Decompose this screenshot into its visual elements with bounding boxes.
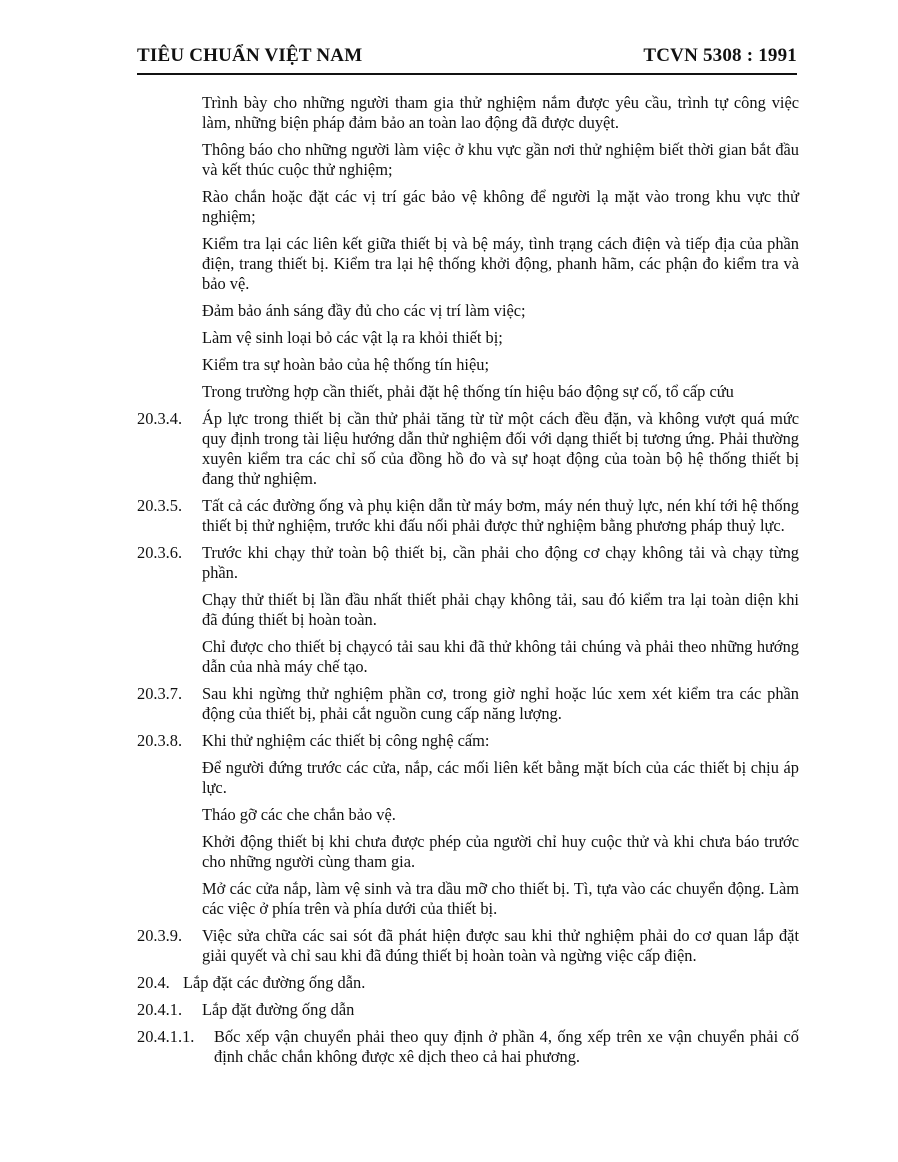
paragraph-text: Đảm bảo ánh sáng đầy đủ cho các vị trí làm việc; [202,301,526,320]
clause-text: Bốc xếp vận chuyển phải theo quy định ở phần 4, ống xếp trên xe vận chuyển phải cố định chắc chắn không được xê dịch theo cả hai phương. [214,1027,799,1066]
paragraph [137,832,799,872]
clause-number: 20.3.9. [137,926,183,945]
paragraph-text: Trình bày cho những người tham gia thử nghiệm nắm được yêu cầu, trình tự công việc làm, những biện pháp đảm bảo an toàn lao động đã được duyệt. [202,93,799,132]
paragraph-text: Trong trường hợp cần thiết, phải đặt hệ thống tín hiệu báo động sự cố, tổ cấp cứu [202,382,734,401]
clause-text: Sau khi ngừng thử nghiệm phần cơ, trong giờ nghỉ hoặc lúc xem xét kiểm tra các phần động của thiết bị, phải cắt nguồn cung cấp năng lượng. [202,684,799,723]
numbered-clause [137,731,799,751]
paragraph-text: Kiểm tra sự hoàn bảo của hệ thống tín hiệu; [202,355,489,374]
paragraph [137,355,799,375]
section-title: Lắp đặt các đường ống dẫn. [183,973,366,992]
numbered-clause [137,684,799,724]
paragraph-text: Tháo gỡ các che chắn bảo vệ. [202,805,396,824]
paragraph [137,328,799,348]
clause-number: 20.3.5. [137,496,183,515]
paragraph-text: Thông báo cho những người làm việc ở khu vực gần nơi thử nghiệm biết thời gian bắt đầu và kết thúc cuộc thử nghiệm; [202,140,799,179]
paragraph-text: Chạy thử thiết bị lần đầu nhất thiết phải chạy không tải, sau đó kiểm tra lại toàn diện khi đã đúng thiết bị hoàn toàn. [202,590,799,629]
clause-number: 20.4.1.1. [137,1027,195,1046]
numbered-clause [137,409,799,489]
paragraph [137,301,799,321]
paragraph [137,187,799,227]
clause-text: Việc sửa chữa các sai sót đã phát hiện được sau khi thử nghiệm phải do cơ quan lắp đặt giải quyết và chỉ sau khi đã đúng thiết bị hoàn toàn và ngừng việc cấp điện. [202,926,799,965]
paragraph [137,758,799,798]
page-header [137,42,797,68]
paragraph-text: Khởi động thiết bị khi chưa được phép của người chỉ huy cuộc thử và khi chưa báo trước cho những người cùng tham gia. [202,832,799,871]
paragraph [137,382,799,402]
numbered-clause [137,1027,799,1067]
clause-number: 20.3.4. [137,409,183,428]
paragraph [137,93,799,133]
subsection-title: Lắp đặt đường ống dẫn [202,1000,355,1019]
numbered-clause [137,496,799,536]
numbered-clause [137,543,799,583]
subsection-number: 20.4.1. [137,1000,183,1019]
paragraph [137,879,799,919]
paragraph-text: Kiểm tra lại các liên kết giữa thiết bị và bệ máy, tình trạng cách điện và tiếp địa của phần điện, trang thiết bị. Kiểm tra lại hệ thống khởi động, phanh hãm, các phận đo kiểm tra và bảo vệ. [202,234,799,293]
standard-code: TCVN 5308 : 1991 [643,45,797,66]
subsection-heading [137,1000,799,1020]
paragraph [137,805,799,825]
paragraph-text: Để người đứng trước các cửa, nắp, các mối liên kết bằng mặt bích của các thiết bị chịu áp lực. [202,758,799,797]
header-rule [137,73,797,75]
paragraph-text: Mở các cửa nắp, làm vệ sinh và tra dầu mỡ cho thiết bị. Tì, tựa vào các chuyển động. Làm các việc ở phía trên và phía dưới của thiết bị. [202,879,799,918]
document-body [137,93,799,1074]
paragraph-text: Làm vệ sinh loại bỏ các vật lạ ra khỏi thiết bị; [202,328,503,347]
clause-text: Khi thử nghiệm các thiết bị công nghệ cấm: [202,731,490,750]
clause-number: 20.3.6. [137,543,183,562]
clause-number: 20.3.7. [137,684,183,703]
numbered-clause [137,926,799,966]
clause-text: Tất cả các đường ống và phụ kiện dẫn từ máy bơm, máy nén thuỷ lực, nén khí tới hệ thống thiết bị thử nghiệm, trước khi đấu nối phải được thử nghiệm bằng phương pháp thuỷ lực. [202,496,799,535]
paragraph [137,140,799,180]
clause-text: Áp lực trong thiết bị cần thử phải tăng từ từ một cách đều đặn, và không vượt quá mức quy định trong tài liệu hướng dẫn thử nghiệm đối với dạng thiết bị tương ứng. Phải thường xuyên kiểm tra các chỉ số của đồng hồ đo và sự hoạt động của toàn bộ hệ thống thiết bị đang thử nghiệm. [202,409,799,488]
paragraph [137,590,799,630]
paragraph [137,637,799,677]
clause-text: Trước khi chạy thử toàn bộ thiết bị, cần phải cho động cơ chạy không tải và chạy từng phần. [202,543,799,582]
clause-number: 20.3.8. [137,731,183,750]
standard-title: TIÊU CHUẨN VIỆT NAM [137,45,363,66]
section-heading [137,973,799,993]
paragraph [137,234,799,294]
paragraph-text: Chỉ được cho thiết bị chạycó tải sau khi đã thử không tải chúng và phải theo những hướng dẫn của nhà máy chế tạo. [202,637,799,676]
paragraph-text: Rào chắn hoặc đặt các vị trí gác bảo vệ không để người lạ mặt vào trong khu vực thử nghiệm; [202,187,799,226]
section-number: 20.4. [137,973,170,992]
